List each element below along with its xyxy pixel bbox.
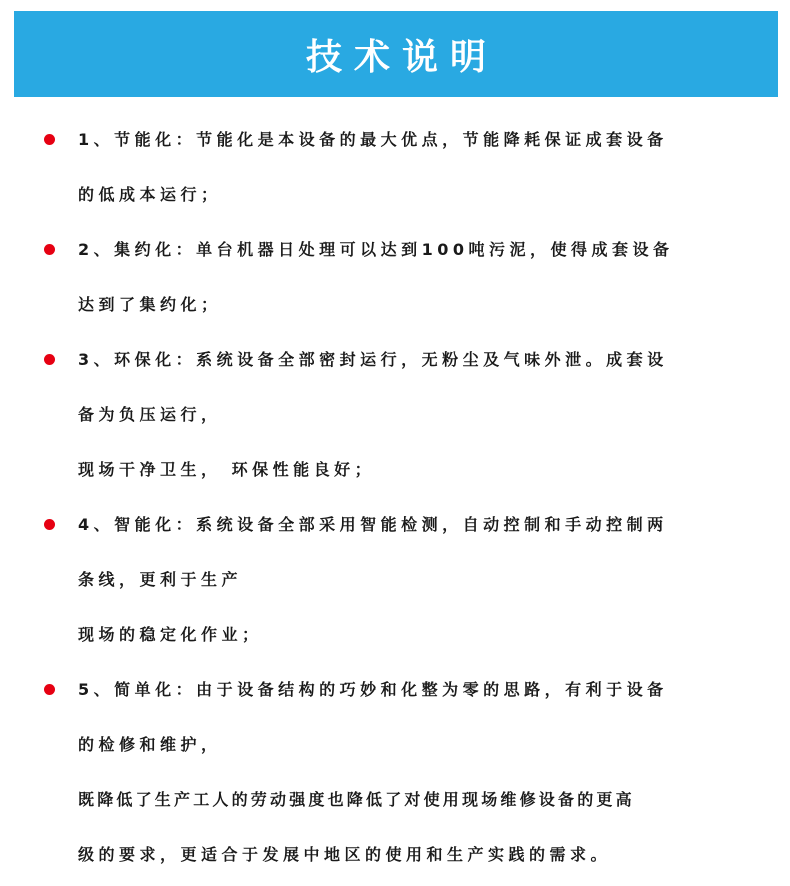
title-banner <box>14 11 778 97</box>
tech-description-list <box>0 112 790 882</box>
list-item-5-line-2 <box>0 717 790 772</box>
item-text: 5、简单化：由于设备结构的巧妙和化整为零的思路，有利于设备 <box>78 680 668 699</box>
item-text: 1、节能化：节能化是本设备的最大优点，节能降耗保证成套设备 <box>78 130 668 149</box>
list-item-2-line-2 <box>0 277 790 332</box>
item-text: 现场的稳定化作业； <box>78 625 263 644</box>
item-text: 达到了集约化； <box>78 295 222 314</box>
list-item-3-line-1 <box>0 332 790 387</box>
item-text: 备为负压运行， <box>78 405 222 424</box>
bullet-icon <box>44 354 55 365</box>
item-text: 现场干净卫生， 环保性能良好； <box>78 460 376 479</box>
item-text: 的低成本运行； <box>78 185 222 204</box>
list-item-4-line-2 <box>0 552 790 607</box>
list-item-1-line-2 <box>0 167 790 222</box>
list-item-5-line-3 <box>0 772 790 827</box>
list-item-5-line-4 <box>0 827 790 882</box>
bullet-icon <box>44 134 55 145</box>
list-item-3-line-2 <box>0 387 790 442</box>
list-item-4-line-1 <box>0 497 790 552</box>
item-text: 2、集约化：单台机器日处理可以达到100吨污泥，使得成套设备 <box>78 240 674 259</box>
item-text: 4、智能化：系统设备全部采用智能检测，自动控制和手动控制两 <box>78 515 668 534</box>
list-item-1-line-1 <box>0 112 790 167</box>
item-text: 条线，更利于生产 <box>78 570 243 589</box>
item-text: 的检修和维护， <box>78 735 222 754</box>
list-item-5-line-1 <box>0 662 790 717</box>
item-text: 级的要求，更适合于发展中地区的使用和生产实践的需求。 <box>78 845 612 864</box>
list-item-3-line-3 <box>0 442 790 497</box>
item-text: 3、环保化：系统设备全部密封运行，无粉尘及气味外泄。成套设 <box>78 350 668 369</box>
page-title: 技术说明 <box>305 36 498 78</box>
item-text: 既降低了生产工人的劳动强度也降低了对使用现场维修设备的更高 <box>78 790 635 809</box>
list-item-4-line-3 <box>0 607 790 662</box>
bullet-icon <box>44 244 55 255</box>
bullet-icon <box>44 684 55 695</box>
list-item-2-line-1 <box>0 222 790 277</box>
bullet-icon <box>44 519 55 530</box>
